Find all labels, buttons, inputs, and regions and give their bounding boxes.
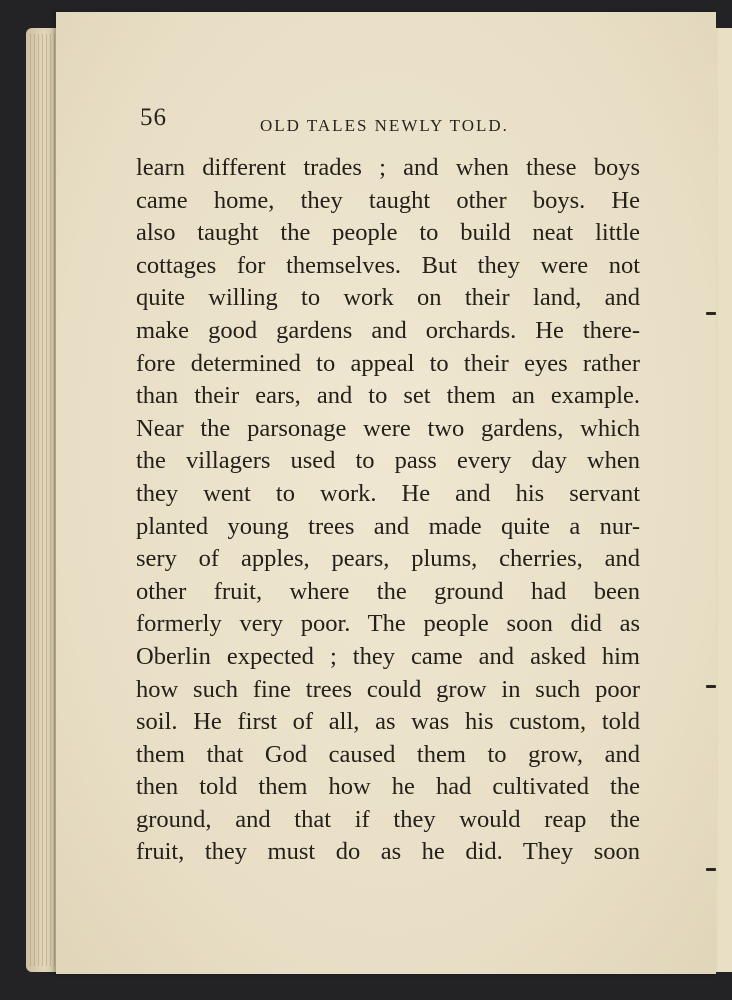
- page-header: [140, 104, 640, 138]
- text-line: Near the parsonage were two gardens, which: [136, 414, 640, 442]
- text-line: the villagers used to pass every day when: [136, 447, 640, 475]
- text-line: came home, they taught other boys. He: [136, 186, 640, 214]
- page-number: 56: [140, 104, 167, 131]
- text-line: them that God caused them to grow, and: [136, 740, 640, 768]
- text-line: make good gardens and orchards. He there-: [136, 316, 640, 344]
- text-line: other fruit, where the ground had been: [136, 577, 640, 605]
- text-line: they went to work. He and his servant: [136, 479, 640, 507]
- text-line: also taught the people to build neat little: [136, 219, 640, 247]
- text-line: than their ears, and to set them an example.: [136, 382, 640, 410]
- text-line: ground, and that if they would reap the: [136, 805, 640, 833]
- text-line: planted young trees and made quite a nur-: [136, 512, 640, 540]
- text-line: formerly very poor. The people soon did as: [136, 610, 640, 638]
- running-head: OLD TALES NEWLY TOLD.: [260, 116, 509, 135]
- text-line: fore determined to appeal to their eyes rather: [136, 349, 640, 377]
- margin-mark: [706, 312, 716, 315]
- margin-mark: [706, 685, 716, 688]
- text-line: cottages for themselves. But they were not: [136, 251, 640, 279]
- text-line: learn different trades ; and when these boys: [136, 154, 640, 181]
- text-line: sery of apples, pears, plums, cherries, and: [136, 545, 640, 573]
- margin-mark: [706, 868, 716, 871]
- text-line: Oberlin expected ; they came and asked him: [136, 642, 640, 670]
- text-line: how such fine trees could grow in such poor: [136, 675, 640, 703]
- text-line: quite willing to work on their land, and: [136, 284, 640, 312]
- body-text: [136, 152, 640, 869]
- text-line: then told them how he had cultivated the: [136, 773, 640, 801]
- text-line: soil. He first of all, as was his custom, told: [136, 708, 640, 736]
- text-line: fruit, they must do as he did. They soon: [136, 838, 640, 866]
